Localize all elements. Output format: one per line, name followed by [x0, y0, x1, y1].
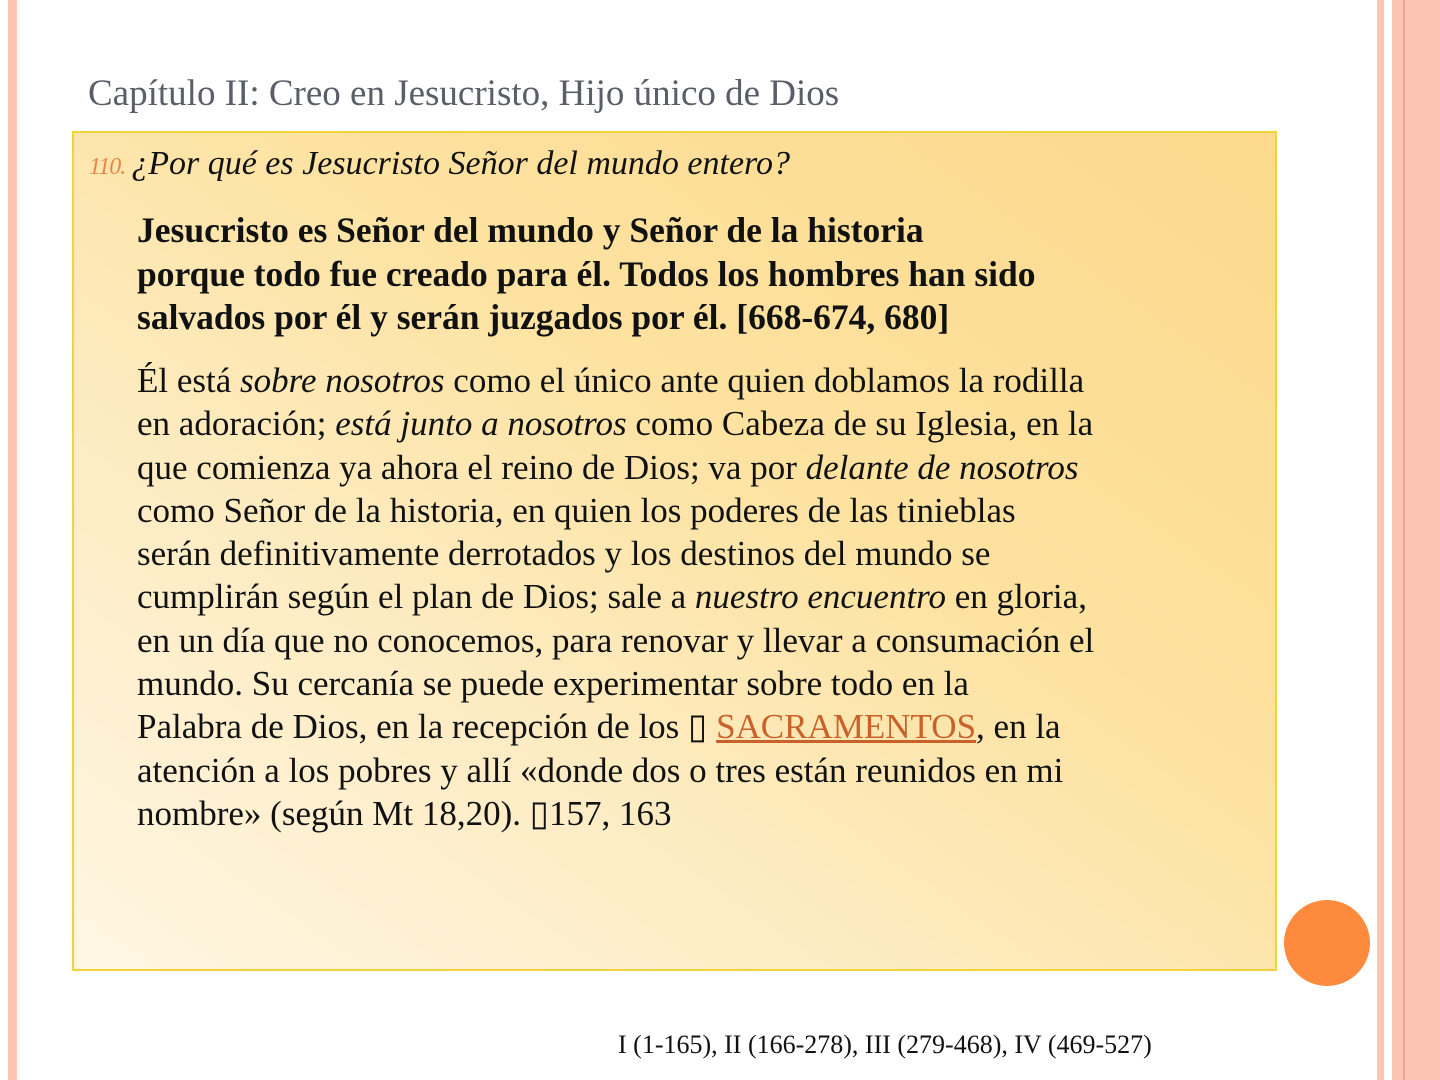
text-segment: nombre» (según Mt 18,20). ▯157, 163 — [137, 793, 672, 833]
explanation-text — [137, 359, 1094, 835]
text-segment: en adoración; — [137, 404, 336, 444]
sacramentos-link[interactable]: SACRAMENTOS — [716, 707, 977, 747]
text-segment: como Señor de la historia, en quien los poderes de las tinieblas — [137, 490, 1016, 530]
emphasis-text: delante de nosotros — [805, 447, 1079, 487]
answer-line: salvados por él y serán juzgados por él. [668-674, 680] — [137, 297, 950, 337]
text-segment: atención a los pobres y allí «donde dos o tres están reunidos en mi — [137, 750, 1064, 790]
emphasis-text: nuestro encuentro — [694, 577, 947, 617]
answer-line: Jesucristo es Señor del mundo y Señor de la historia — [137, 210, 924, 250]
right-stripe-wide — [1392, 0, 1440, 1080]
question-number: 110. — [89, 154, 126, 180]
text-segment: Palabra de Dios, en la recepción de los ▯ — [137, 707, 717, 747]
text-segment: como el único ante quien doblamos la rodilla — [444, 361, 1085, 400]
explanation-line — [137, 792, 1094, 835]
left-stripe — [8, 0, 17, 1080]
explanation-line — [137, 749, 1094, 792]
explanation-line — [137, 446, 1094, 489]
emphasis-text: está junto a nosotros — [335, 404, 627, 444]
text-segment: serán definitivamente derrotados y los destinos del mundo se — [137, 534, 991, 574]
explanation-line — [137, 619, 1094, 662]
slide-title: Capítulo II: Creo en Jesucristo, Hijo único de Dios — [88, 73, 840, 114]
answer-summary — [137, 209, 1036, 340]
footer-index: I (1-165), II (166-278), III (279-468), IV (469-527) — [618, 1030, 1152, 1059]
explanation-line — [137, 705, 1094, 748]
explanation-line — [137, 489, 1094, 532]
right-stripe-line — [1403, 0, 1405, 1080]
emphasis-text: sobre nosotros — [240, 361, 445, 400]
text-segment: como Cabeza de su Iglesia, en la — [626, 404, 1094, 444]
right-stripe-thin — [1377, 0, 1384, 1080]
explanation-line — [137, 575, 1094, 618]
explanation-line — [137, 662, 1094, 705]
question-text: ¿Por qué es Jesucristo Señor del mundo entero? — [131, 145, 791, 182]
text-segment: en gloria, — [946, 577, 1087, 617]
explanation-line — [137, 532, 1094, 575]
text-segment: en un día que no conocemos, para renovar y llevar a consumación el — [137, 620, 1095, 660]
text-segment: cumplirán según el plan de Dios; sale a — [137, 577, 695, 617]
question — [89, 145, 790, 183]
content-box — [72, 131, 1277, 971]
decorative-circle — [1284, 900, 1370, 986]
answer-line: porque todo fue creado para él. Todos los hombres han sido — [137, 253, 1036, 294]
explanation-line — [137, 402, 1094, 445]
explanation-line — [137, 359, 1094, 402]
text-segment: , en la — [976, 707, 1061, 747]
text-segment: mundo. Su cercanía se puede experimentar sobre todo en la — [137, 664, 969, 704]
text-segment: que comienza ya ahora el reino de Dios; va por — [137, 447, 806, 487]
text-segment: Él está — [137, 361, 241, 400]
